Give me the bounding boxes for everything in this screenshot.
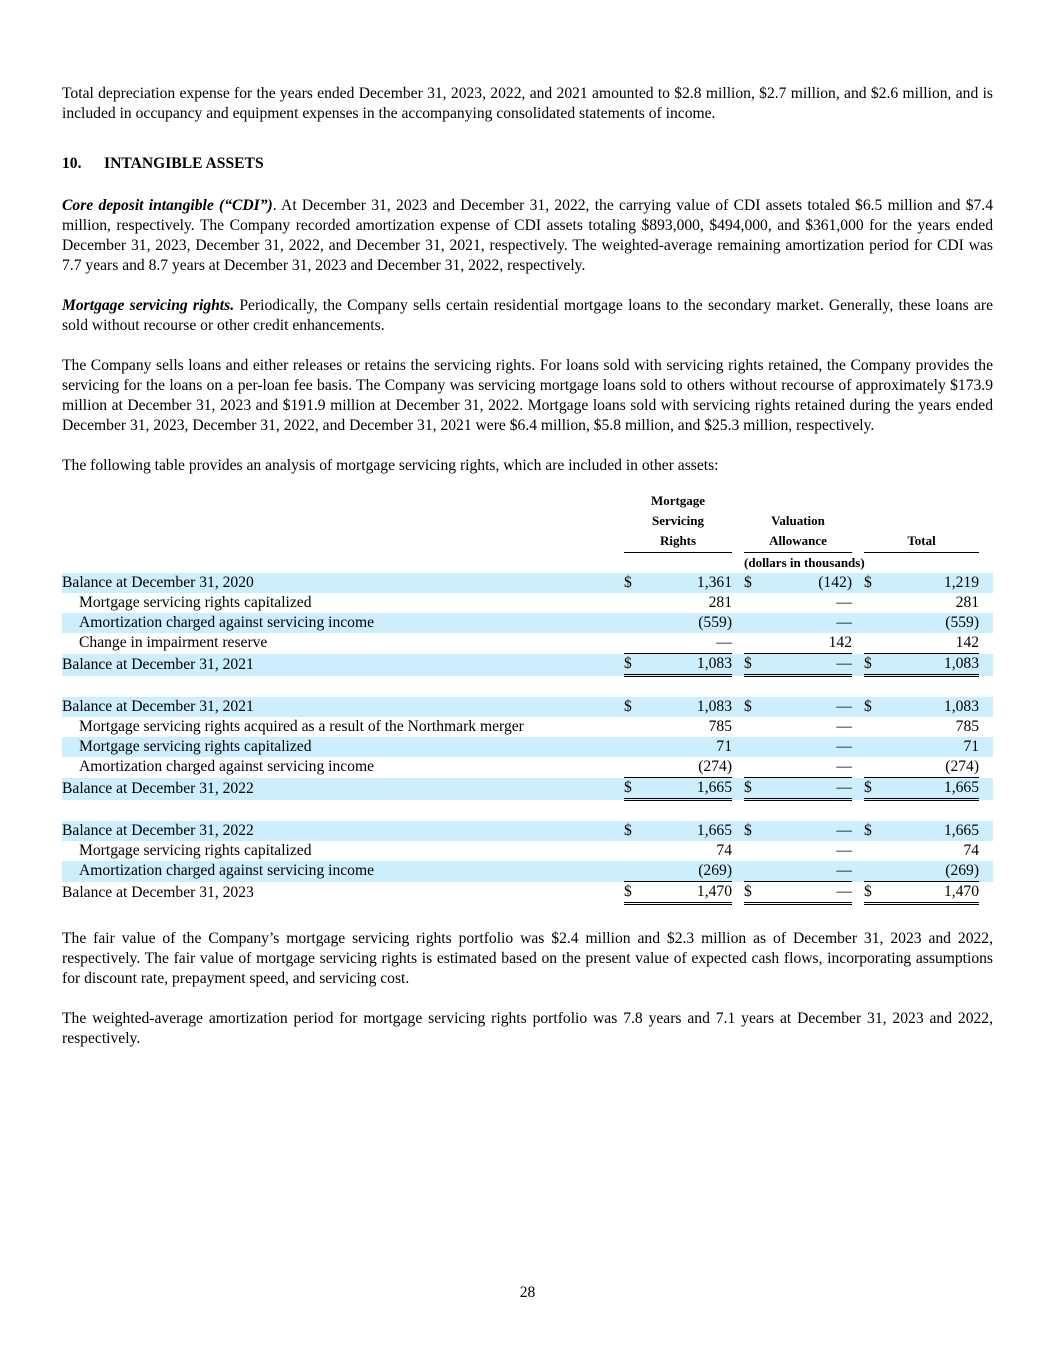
table-row: Amortization charged against servicing income (269) — (269) [62, 861, 993, 882]
table-row: Amortization charged against servicing income (559) — (559) [62, 613, 993, 633]
table-row-total: Balance at December 31, 2023 $ 1,470 $ — $ 1,470 [62, 882, 993, 904]
header-valuation-allowance: Valuation Allowance [744, 491, 852, 553]
table-row: Mortgage servicing rights capitalized 74 — 74 [79, 842, 980, 859]
table-row: Mortgage servicing rights acquired as a result of the Northmark merger 785 — 785 [79, 718, 980, 735]
table-row: Balance at December 31, 2021 $ 1,083 $ — $ 1,083 [62, 697, 993, 717]
msr-lead: Mortgage servicing rights. [62, 297, 235, 314]
table-row: Mortgage servicing rights capitalized 71 — 71 [62, 737, 993, 757]
cdi-lead: Core deposit intangible (“CDI”) [62, 197, 273, 214]
units-row [62, 553, 993, 573]
page-number: 28 [519, 1284, 536, 1301]
cdi-paragraph: Core deposit intangible (“CDI”). At December 31, 2023 and December 31, 2022, the carrying value of CDI assets totaled $6.5 million and $7.4 million, respectively. The Company recorded amortization expense of CDI assets totaling $893,000, $494,000, and $361,000 for the years ended December 31, 2023, December 31, 2022, and December 31, 2021, respectively. The weighted-average remaining amortization period for CDI was 7.7 years and 8.7 years at December 31, 2023 and December 31, 2022, respectively. [62, 197, 994, 274]
table-header-row [62, 491, 993, 553]
header-msr: Mortgage Servicing Rights [624, 491, 732, 553]
document-page [62, 84, 993, 1049]
table-row: Change in impairment reserve — 142 142 [79, 634, 980, 652]
msr-table [62, 491, 993, 905]
table-intro-paragraph: The following table provides an analysis of mortgage servicing rights, which are included in other assets: [62, 457, 719, 474]
msr-servicing-paragraph: The Company sells loans and either releases or retains the servicing rights. For loans sold with servicing rights retained, the Company provides the servicing for the loans on a per-loan fee basis. The Company was servicing mortgage loans sold to others without recourse of approximately $173.9 million at December 31, 2023 and $191.9 million at December 31, 2022. Mortgage loans sold with servicing rights retained during the years ended December 31, 2023, December 31, 2022, and December 31, 2021 were $6.4 million, $5.8 million, and $25.3 million, respectively. [62, 357, 993, 434]
depreciation-paragraph: Total depreciation expense for the years ended December 31, 2023, 2022, and 2021 amounted to $2.8 million, $2.7 million, and $2.6 million, and is included in occupancy and equipment expenses in the accompanying consolidated statements of income. [62, 85, 993, 122]
msr-paragraph: Mortgage servicing rights. Periodically, the Company sells certain residential mortgage loans to the secondary market. Generally, these loans are sold without recourse or other credit enhancements. [62, 297, 993, 334]
table-row: Amortization charged against servicing income (274) — (274) [79, 758, 980, 776]
section-number: 10. [62, 155, 82, 172]
fair-value-paragraph: The fair value of the Company’s mortgage servicing rights portfolio was $2.4 million and $2.3 million as of December 31, 2023 and 2022, respectively. The fair value of mortgage servicing rights is estimated based on the present value of expected cash flows, incorporating assumptions for discount rate, prepayment speed, and servicing cost. [62, 930, 993, 987]
table-row-total: Balance at December 31, 2021 $ 1,083 $ — $ 1,083 [62, 654, 993, 676]
section-title: INTANGIBLE ASSETS [104, 155, 264, 172]
section-heading [62, 154, 993, 174]
header-total: Total [864, 491, 979, 553]
table-row: Mortgage servicing rights capitalized 281 — 281 [79, 594, 980, 611]
units-label: (dollars in thousands) [744, 555, 865, 570]
table-row-total: Balance at December 31, 2022 $ 1,665 $ — $ 1,665 [62, 778, 993, 800]
amortization-period-paragraph: The weighted-average amortization period for mortgage servicing rights portfolio was 7.8 years and 7.1 years at December 31, 2023 and 2022, respectively. [62, 1010, 993, 1047]
table-row: Balance at December 31, 2022 $ 1,665 $ — $ 1,665 [62, 821, 993, 841]
table-row: Balance at December 31, 2020 $ 1,361 $ (142) $ 1,219 [62, 573, 993, 593]
